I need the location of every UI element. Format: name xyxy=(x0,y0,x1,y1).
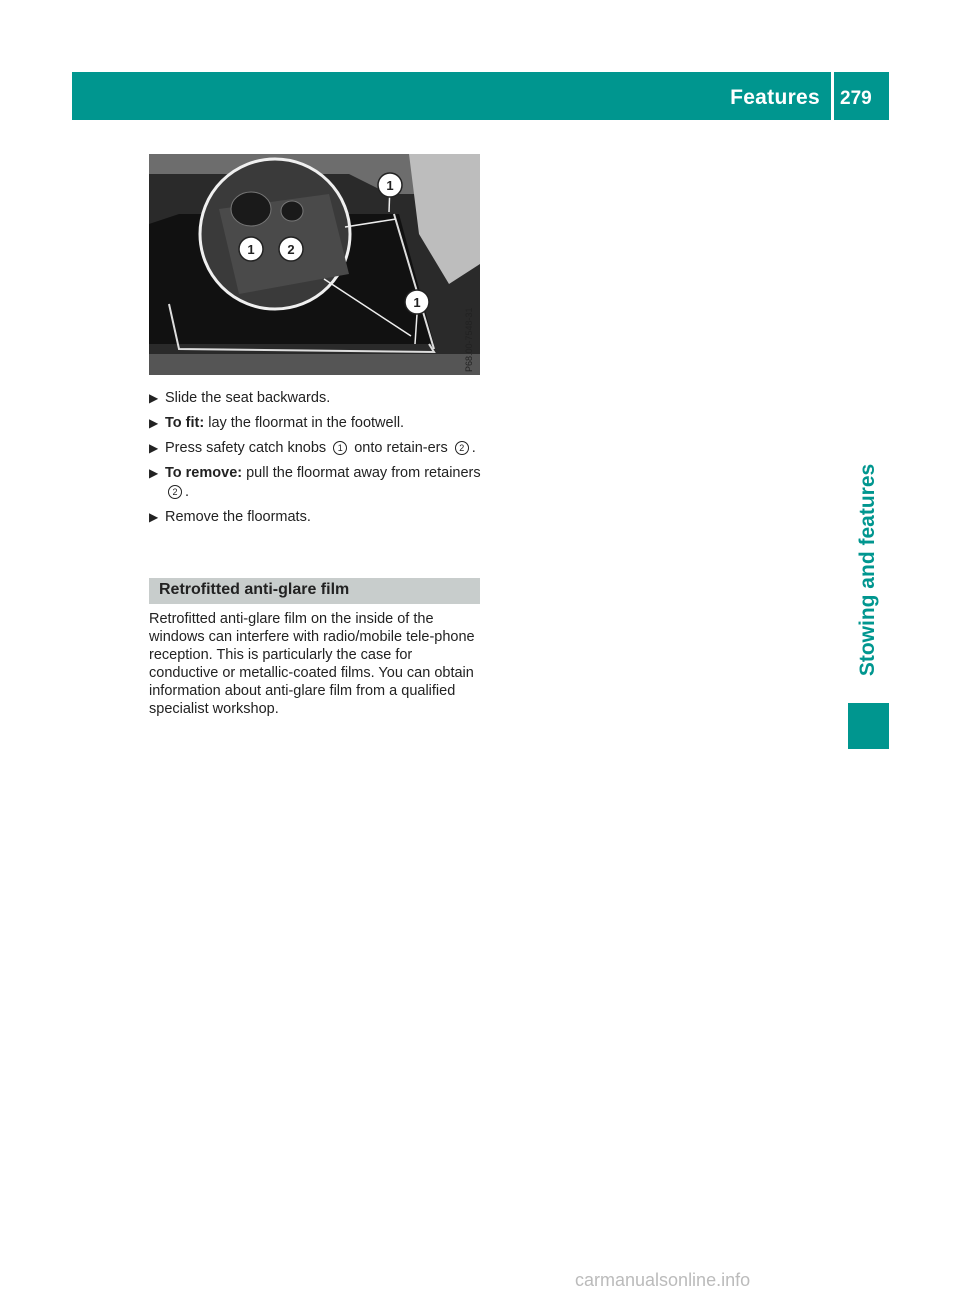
floormat-photo xyxy=(149,154,480,375)
step-text: lay the floormat in the footwell. xyxy=(204,415,405,431)
figure-code: P68.00-7548-31 xyxy=(464,307,474,372)
svg-text:2: 2 xyxy=(287,242,295,257)
floormat-illustration xyxy=(149,154,480,375)
step-text: Remove the floormats. xyxy=(165,509,311,525)
step-arrow-icon: ▶ xyxy=(149,416,159,430)
callout-1-bottom xyxy=(405,290,429,314)
callout-marker-2: 2 xyxy=(455,441,469,455)
step-slide-seat xyxy=(149,389,484,408)
section-heading: Retrofitted anti-glare film xyxy=(159,581,350,598)
callout-marker-2: 2 xyxy=(168,485,182,499)
step-lead: To fit: xyxy=(165,415,205,431)
step-text: pull the floormat away from retainers xyxy=(242,465,481,481)
step-arrow-icon: ▶ xyxy=(149,441,159,455)
instruction-steps xyxy=(149,389,484,533)
chapter-tab-label: Stowing and features xyxy=(856,463,879,677)
page-number: 279 xyxy=(840,88,872,109)
step-to-fit xyxy=(149,414,484,433)
step-text: Press safety catch knobs xyxy=(165,440,331,456)
callout-marker-1: 1 xyxy=(333,441,347,455)
svg-text:1: 1 xyxy=(247,242,255,257)
step-arrow-icon: ▶ xyxy=(149,466,159,480)
footer-watermark: carmanualsonline.info xyxy=(575,1270,751,1290)
callout-1-left xyxy=(239,237,263,261)
step-text-end: . xyxy=(471,440,476,456)
callout-1-top xyxy=(378,173,402,197)
step-text-end: . xyxy=(185,484,190,500)
step-remove-floormats xyxy=(149,508,484,527)
chapter-tab-marker xyxy=(848,703,889,749)
section-body: Retrofitted anti-glare film on the inside of the windows can interfere with radio/mobile tele-phone reception. This is particularly the case for conductive or metallic-coated films. You can obtain information about anti-glare film from a qualified specialist workshop. xyxy=(149,611,475,717)
step-text-cont: onto retain-ers xyxy=(350,440,452,456)
step-arrow-icon: ▶ xyxy=(149,510,159,524)
svg-text:1: 1 xyxy=(386,178,394,193)
step-arrow-icon: ▶ xyxy=(149,391,159,405)
callout-2 xyxy=(279,237,303,261)
step-text: Slide the seat backwards. xyxy=(165,390,331,406)
step-lead: To remove: xyxy=(165,465,243,481)
svg-text:1: 1 xyxy=(413,295,421,310)
step-to-remove xyxy=(149,464,484,502)
step-press-knobs xyxy=(149,439,484,458)
header-divider xyxy=(831,72,834,120)
section-title: Features xyxy=(730,86,820,109)
